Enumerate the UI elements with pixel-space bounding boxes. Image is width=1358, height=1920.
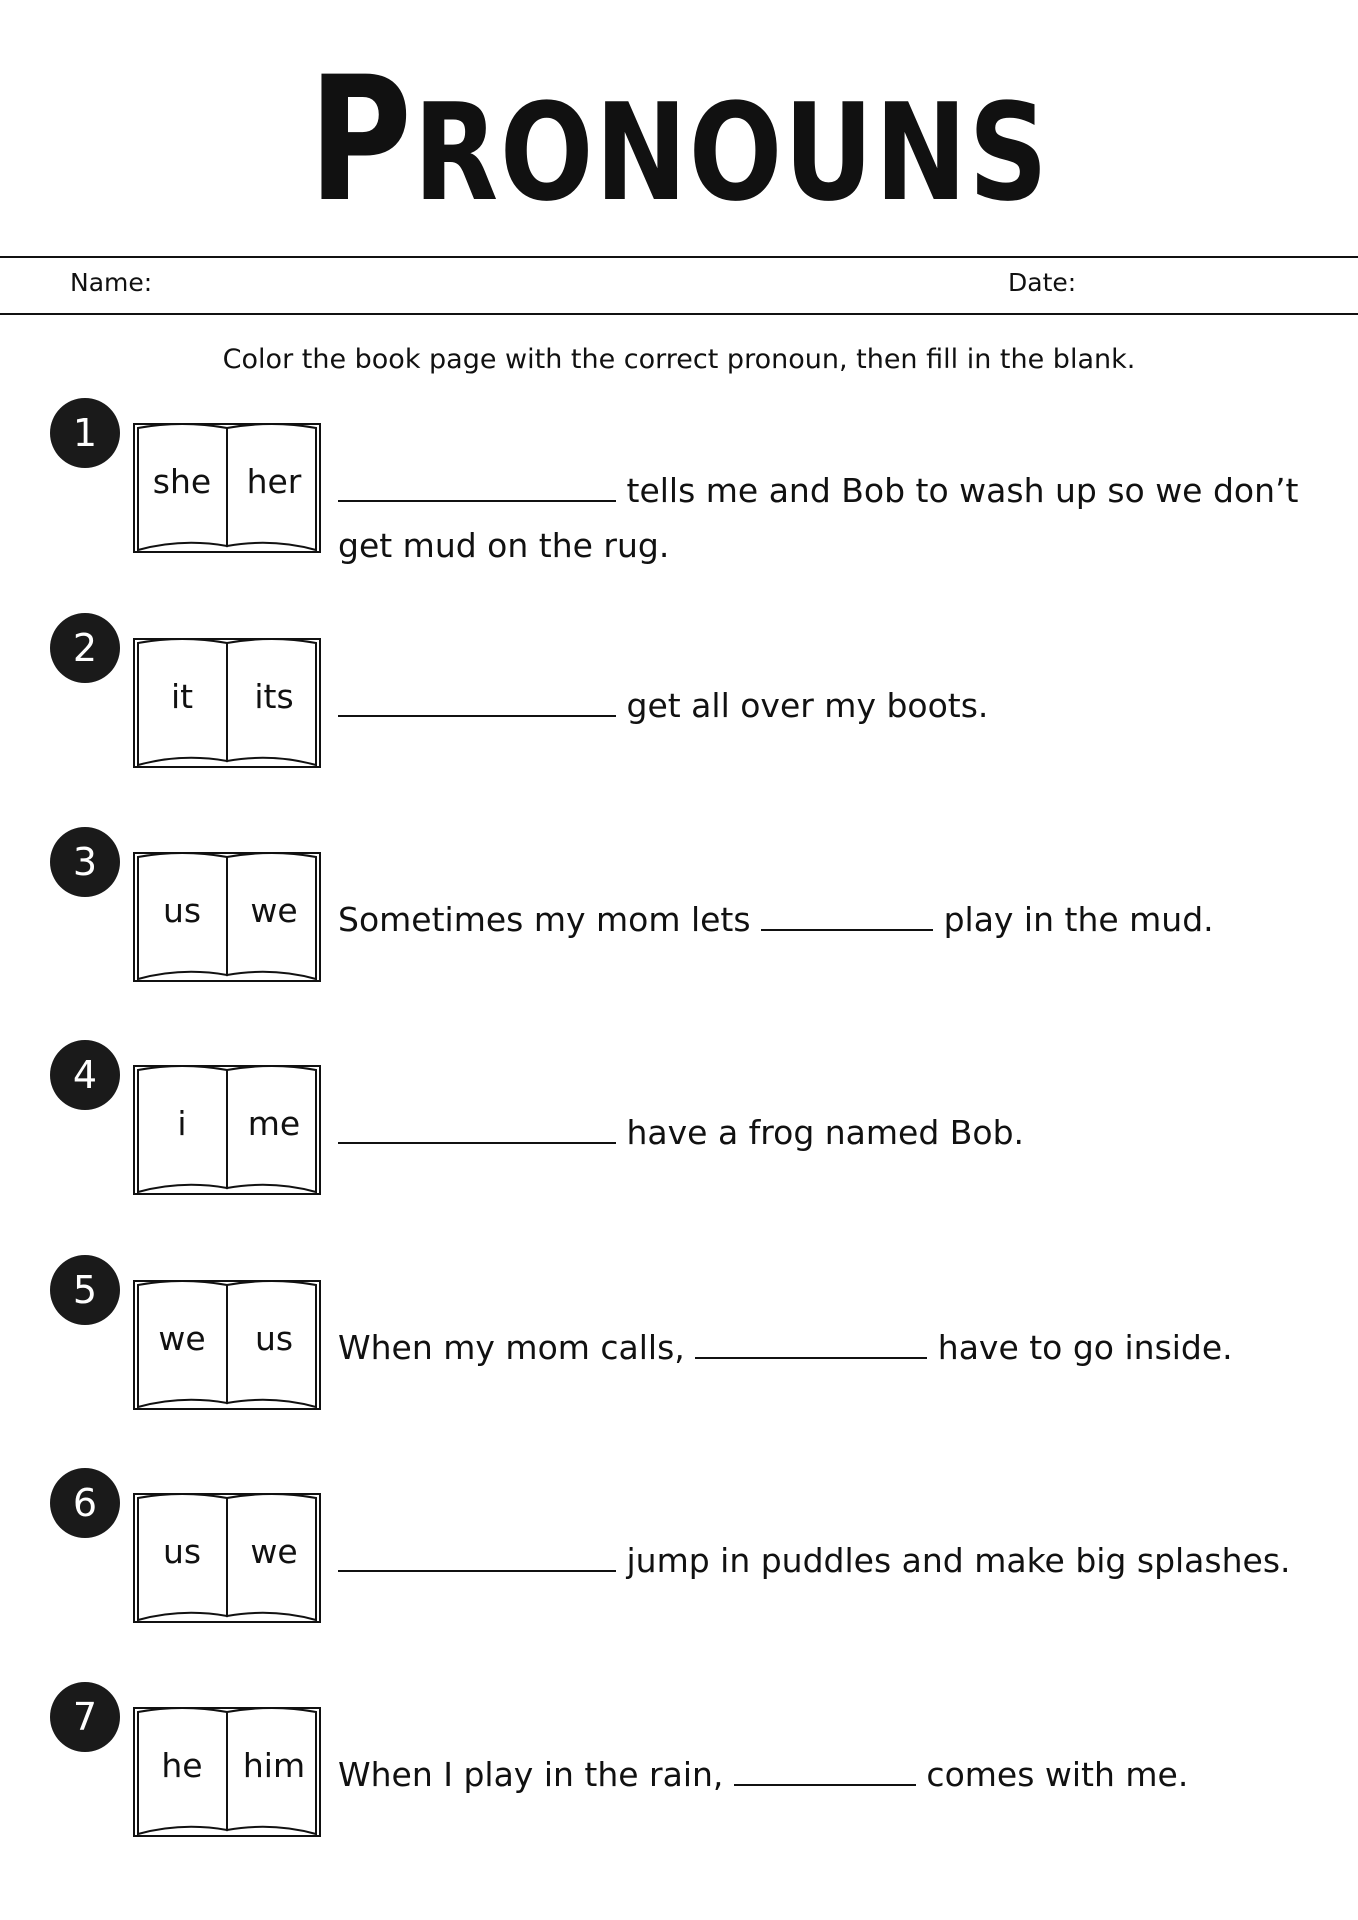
answer-blank[interactable] <box>338 470 616 502</box>
book-page-right[interactable]: me <box>247 1104 301 1143</box>
question-number: 3 <box>50 827 120 897</box>
book-choice <box>132 847 332 987</box>
question-2 <box>0 613 1358 813</box>
question-number: 7 <box>50 1682 120 1752</box>
book-choice <box>132 1488 332 1628</box>
sentence <box>338 1112 1024 1153</box>
book-page-left[interactable]: i <box>177 1104 187 1143</box>
book-page-right[interactable]: her <box>246 462 302 501</box>
question-3 <box>0 827 1358 1027</box>
question-4 <box>0 1040 1358 1240</box>
answer-blank[interactable] <box>695 1327 927 1359</box>
book-page-left[interactable]: it <box>170 677 194 716</box>
sentence <box>338 1754 1188 1795</box>
sentence <box>338 899 1214 940</box>
question-1 <box>0 398 1358 598</box>
question-number: 1 <box>50 398 120 468</box>
book-page-right[interactable]: us <box>254 1319 294 1358</box>
answer-blank[interactable] <box>761 899 933 931</box>
book-page-right[interactable]: we <box>250 891 298 930</box>
book-page-left[interactable]: he <box>161 1746 203 1785</box>
sentence-after: have a frog named Bob. <box>626 1113 1025 1152</box>
name-label: Name: <box>70 268 153 297</box>
book-page-left[interactable]: she <box>152 462 212 501</box>
sentence-before: When I play in the rain, <box>338 1755 724 1794</box>
sentence <box>338 685 988 726</box>
worksheet-title: PRONOUNS <box>308 39 1050 240</box>
instructions: Color the book page with the correct pronoun, then fill in the blank. <box>222 344 1136 375</box>
question-5 <box>0 1255 1358 1455</box>
sentence-before: When my mom calls, <box>338 1328 685 1367</box>
book-choice <box>132 1702 332 1842</box>
sentence-before: Sometimes my mom lets <box>338 900 751 939</box>
sentence-after: play in the mud. <box>943 900 1214 939</box>
sentence-after: comes with me. <box>926 1755 1189 1794</box>
answer-blank[interactable] <box>338 1540 616 1572</box>
question-7 <box>0 1682 1358 1882</box>
sentence-after: have to go inside. <box>937 1328 1233 1367</box>
question-number: 6 <box>50 1468 120 1538</box>
book-page-right[interactable]: its <box>254 677 294 716</box>
sentence <box>338 1540 1291 1581</box>
book-choice <box>132 1060 332 1200</box>
header-rule-top <box>0 256 1358 258</box>
book-page-left[interactable]: us <box>162 891 202 930</box>
sentence <box>338 1327 1233 1368</box>
book-choice <box>132 1275 332 1415</box>
book-page-right[interactable]: we <box>250 1532 298 1571</box>
book-choice <box>132 633 332 773</box>
sentence-after: get all over my boots. <box>626 686 989 725</box>
answer-blank[interactable] <box>338 685 616 717</box>
sentence-line2: get mud on the rug. <box>338 526 670 565</box>
question-number: 5 <box>50 1255 120 1325</box>
book-page-left[interactable]: us <box>162 1532 202 1571</box>
book-page-right[interactable]: him <box>242 1746 306 1785</box>
question-6 <box>0 1468 1358 1668</box>
header-rule-bottom <box>0 313 1358 315</box>
date-label: Date: <box>1008 268 1077 297</box>
sentence-after: jump in puddles and make big splashes. <box>626 1541 1291 1580</box>
question-number: 4 <box>50 1040 120 1110</box>
question-number: 2 <box>50 613 120 683</box>
sentence <box>338 470 1298 511</box>
book-choice <box>132 418 332 558</box>
sentence-after: tells me and Bob to wash up so we don’t <box>626 471 1299 510</box>
book-page-left[interactable]: we <box>158 1319 206 1358</box>
answer-blank[interactable] <box>338 1112 616 1144</box>
answer-blank[interactable] <box>734 1754 916 1786</box>
